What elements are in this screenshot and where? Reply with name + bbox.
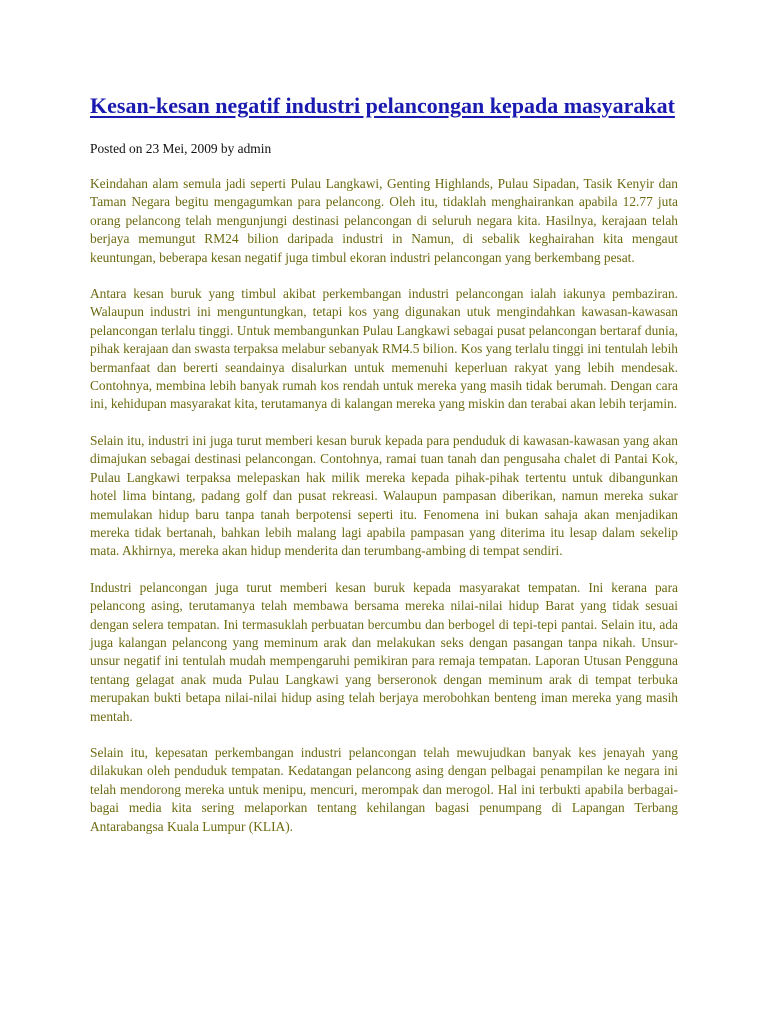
article xyxy=(90,92,678,854)
paragraph: Antara kesan buruk yang timbul akibat perkembangan industri pelancongan ialah iakunya pembaziran. Walaupun industri ini menguntungkan, tetapi kos yang digunakan utuk mengindahkan kawasan-kawasan pelancongan terlalu tinggi. Untuk membangunkan Pulau Langkawi sebagai pusat pelancongan bertaraf dunia, pihak kerajaan dan swasta terpaksa melabur sebanyak RM4.5 bilion. Kos yang terlalu tinggi ini tentulah lebih bermanfaat dan bererti seandainya disalurkan untuk memenuhi keperluan rakyat yang lebih mendesak. Contohnya, membina lebih banyak rumah kos rendah untuk mereka yang masih tidak berumah. Dengan cara ini, kehidupan masyarakat kita, terutamanya di kalangan mereka yang miskin dan terabai akan lebih terjamin. xyxy=(90,286,678,412)
article-title-link[interactable]: Kesan-kesan negatif industri pelancongan kepada masyarakat xyxy=(90,93,675,118)
post-meta: Posted on 23 Mei, 2009 by admin xyxy=(90,141,272,156)
paragraph: Keindahan alam semula jadi seperti Pulau Langkawi, Genting Highlands, Pulau Sipadan, Tasik Kenyir dan Taman Negara begitu mengagumkan para pelancong. Oleh itu, tidaklah menghairankan apabila 12.77 juta orang pelancong telah mengunjungi destinasi pelancongan di seluruh negara kita. Hasilnya, kerajaan telah berjaya memungut RM24 bilion daripada industri in Namun, di sebalik keghairahan kita mengaut keuntungan, beberapa kesan negatif juga timbul ekoran industri pelancongan yang berkembang pesat. xyxy=(90,176,678,265)
article-body xyxy=(90,175,678,836)
paragraph: Selain itu, industri ini juga turut memberi kesan buruk kepada para penduduk di kawasan-kawasan yang akan dimajukan sebagai destinasi pelancongan. Contohnya, ramai tuan tanah dan pengusaha chalet di Pantai Kok, Pulau Langkawi terpaksa melepaskan hak milik mereka kepada pihak-pihak tertentu untuk dibangunkan hotel lima bintang, padang golf dan pusat rekreasi. Walaupun pampasan diberikan, namun mereka sukar memulakan hidup baru tanpa tanah berpotensi seperti itu. Fenomena ini bukan sahaja akan menjadikan mereka tidak bertanah, bahkan lebih malang lagi apabila pampasan yang diterima itu lesap dalam sekelip mata. Akhirnya, mereka akan hidup menderita dan terumbang-ambing di tempat sendiri. xyxy=(90,432,678,559)
paragraph: Selain itu, kepesatan perkembangan industri pelancongan telah mewujudkan banyak kes jenayah yang dilakukan oleh penduduk tempatan. Kedatangan pelancong asing dengan pelbagai penampilan ke negara ini telah mendorong mereka untuk menipu, mencuri, merompak dan merogol. Hal ini terbukti apabila berbagai-bagai media kita sering melaporkan tentang kehilangan bagasi penumpang di Lapangan Terbang Antarabangsa Kuala Lumpur (KLIA). xyxy=(90,744,678,834)
paragraph: Industri pelancongan juga turut memberi kesan buruk kepada masyarakat tempatan. Ini kerana para pelancong asing, terutamanya telah membawa bersama mereka nilai-nilai hidup Barat yang tidak sesuai dengan selera tempatan. Ini termasuklah perbuatan bercumbu dan berbogel di tepi-tepi pantai. Selain itu, ada juga kalangan pelancong yang meminum arak dan melakukan seks dengan pasangan tanpa nikah. Unsur-unsur negatif ini tentulah mudah mempengaruhi pemikiran para remaja tempatan. Laporan Utusan Pengguna tentang gelagat anak muda Pulau Langkawi yang berseronok dengan meminum arak di tempat terbuka merupakan bukti betapa nilai-nilai hidup asing telah berjaya merobohkan benteng iman mereka yang masih mentah. xyxy=(90,579,678,724)
